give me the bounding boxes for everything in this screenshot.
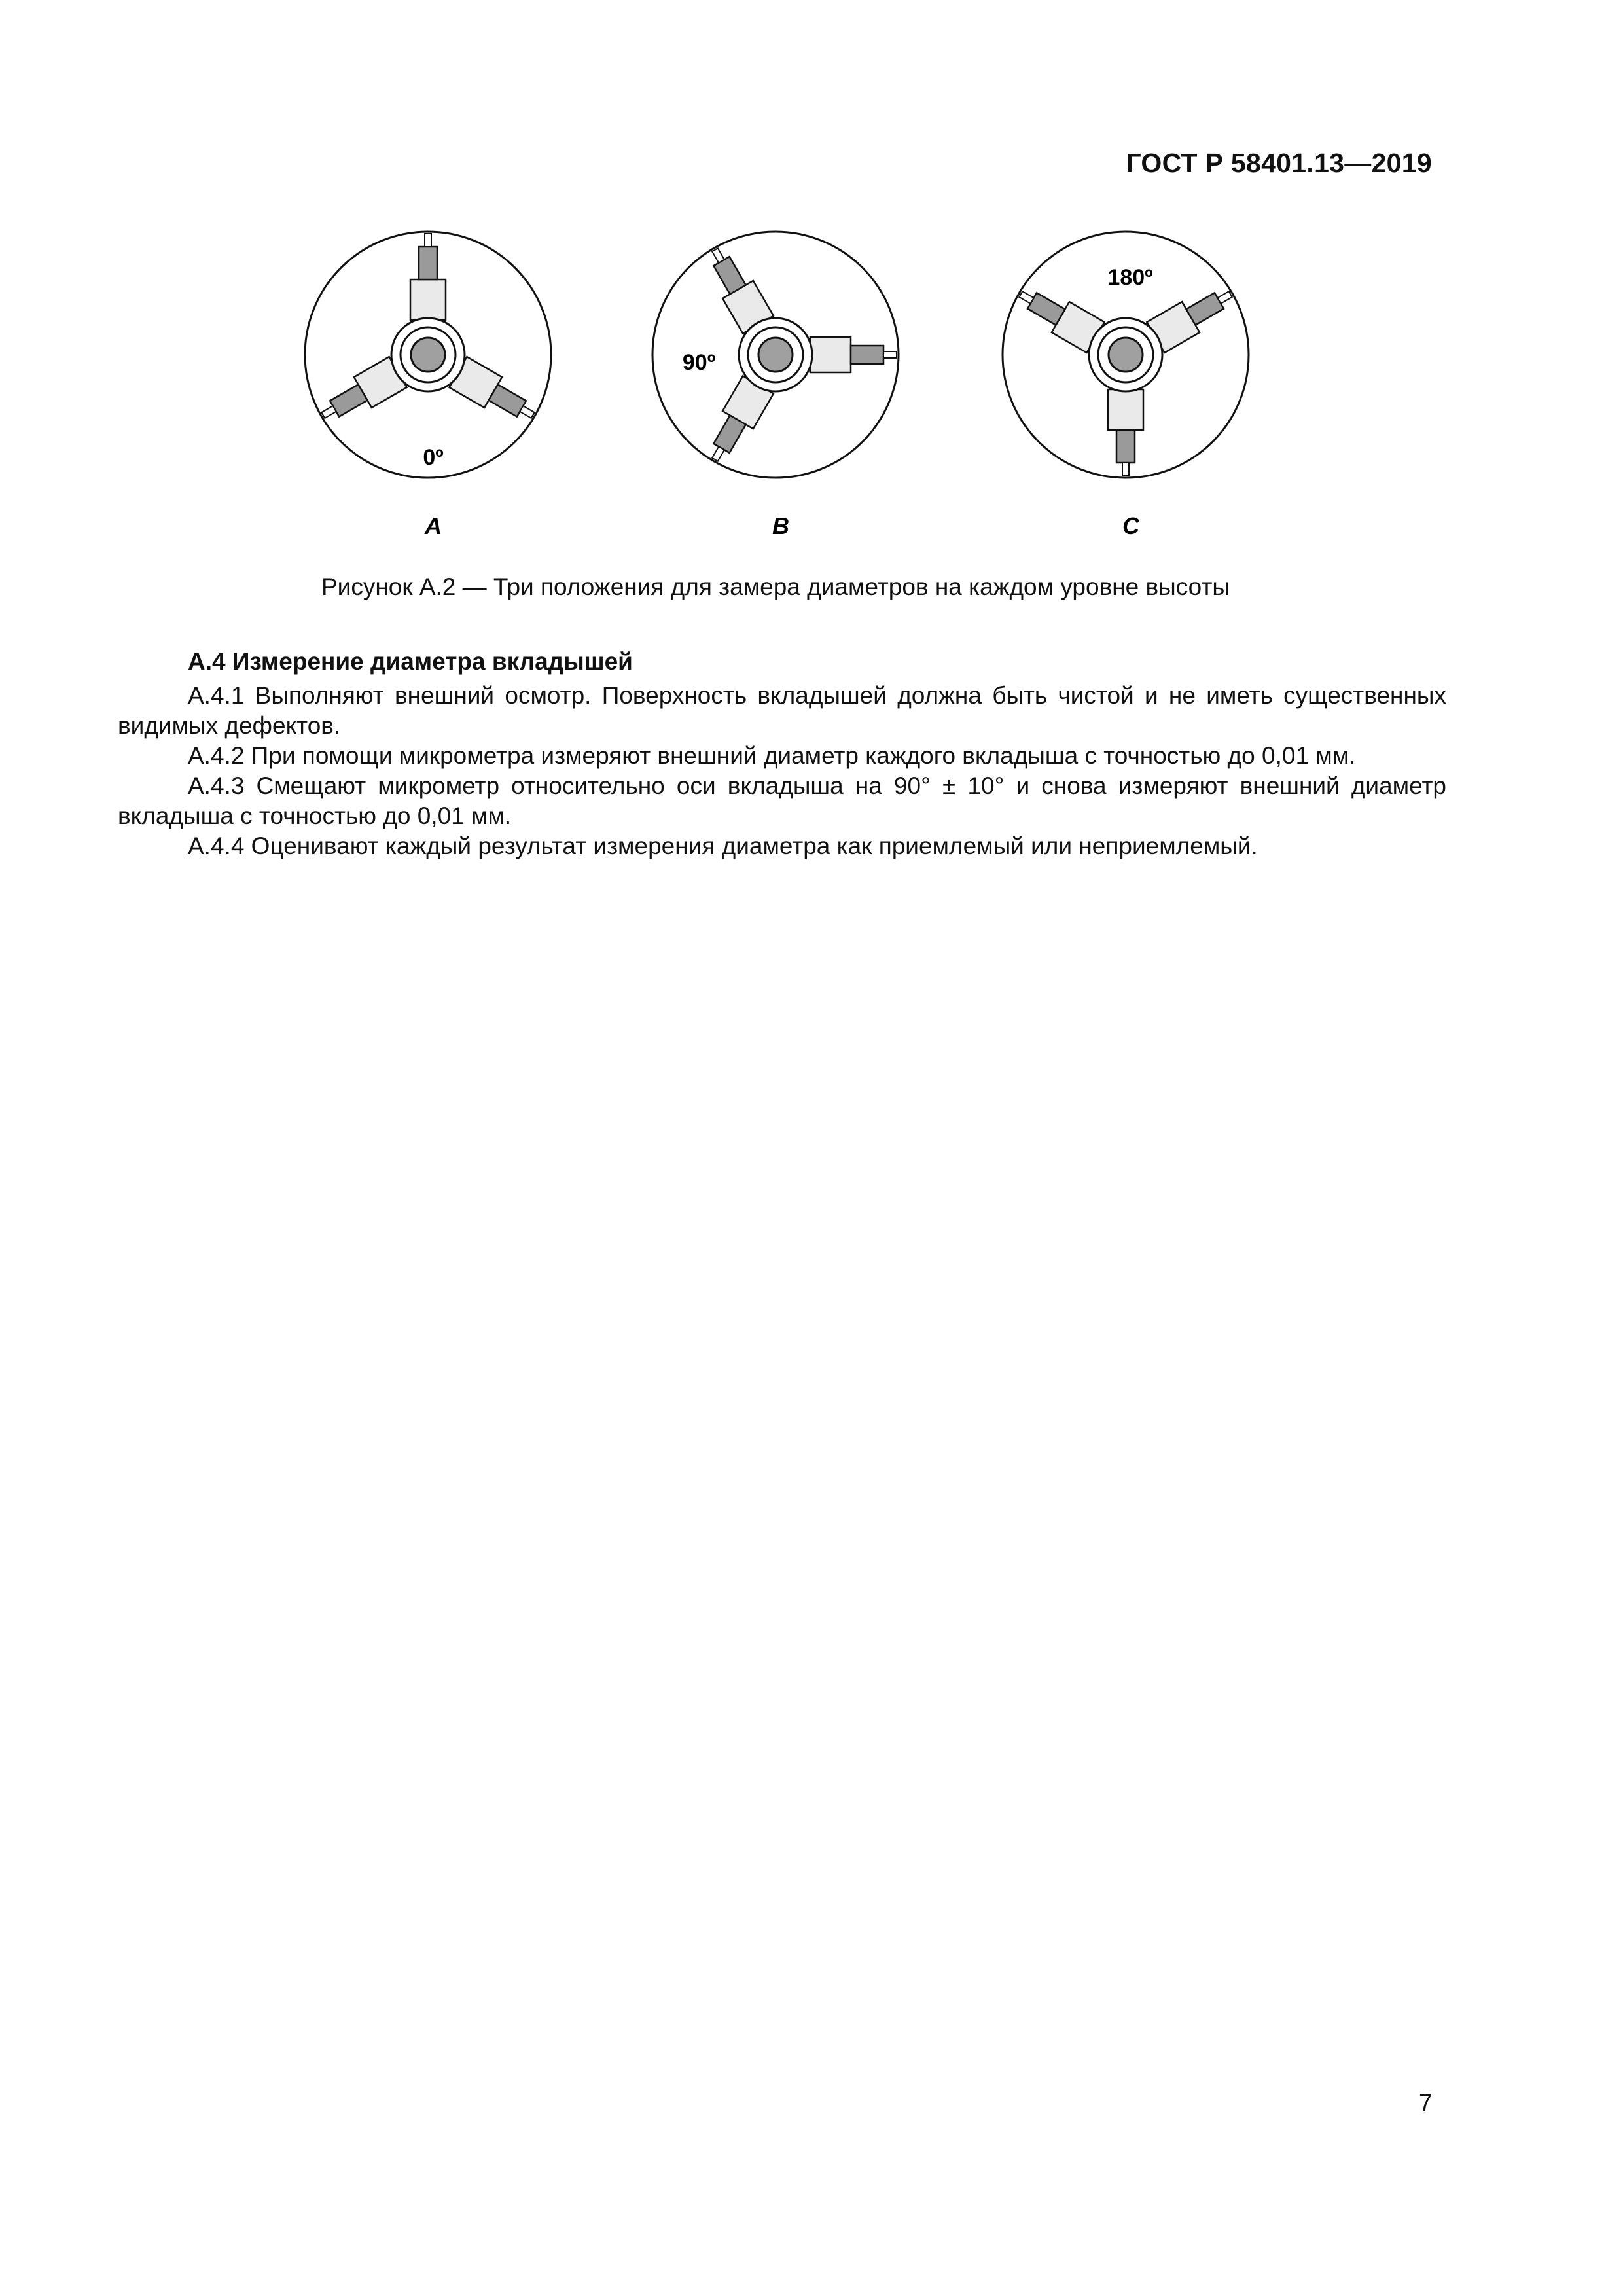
section-title: А.4 Измерение диаметра вкладышей: [188, 648, 633, 675]
angle-label-c: 180º: [1107, 265, 1153, 290]
panel-a-diagram: [305, 232, 551, 478]
angle-label-a: 0º: [423, 445, 444, 470]
figure-caption-text: Рисунок А.2 — Три положения для замера диаметров на каждом уровне высоты: [321, 573, 1230, 600]
paragraph-a41-line1: А.4.1 Выполняют внешний осмотр. Поверхность вкладышей должна быть чистой и не иметь существенных: [188, 682, 1446, 709]
bearing-core: [411, 338, 445, 372]
paragraph-a41: [118, 681, 1446, 741]
probe-tip: [419, 247, 437, 279]
panel-letter-c: C: [1122, 512, 1139, 539]
panel-letter-b: B: [772, 512, 789, 539]
paragraph-a44: А.4.4 Оценивают каждый результат измерения диаметра как приемлемый или неприемлемый.: [188, 833, 1258, 859]
figure-a2: [288, 223, 1270, 550]
paragraph-a43-line2: вкладыша с точностью до 0,01 мм.: [118, 802, 512, 829]
bearing-core: [1109, 338, 1143, 372]
probe-contact: [425, 234, 431, 247]
arm-body: [810, 337, 851, 372]
paragraph-a43-line1: А.4.3 Смещают микрометр относительно оси вкладыша на 90° ± 10° и снова измеряют внешний диаметр: [188, 772, 1446, 799]
arm-body: [1108, 389, 1143, 430]
paragraph-a41-line2: видимых дефектов.: [118, 712, 341, 739]
probe-tip: [851, 346, 883, 364]
angle-label-b: 90º: [682, 350, 716, 375]
arm-body: [410, 279, 446, 320]
probe-contact: [1122, 463, 1129, 476]
paragraph-a42: А.4.2 При помощи микрометра измеряют внешний диаметр каждого вкладыша с точностью до 0,01 мм.: [188, 742, 1356, 769]
paragraph-a43: [118, 771, 1446, 831]
figure-caption: [0, 573, 1623, 601]
probe-contact: [883, 351, 897, 358]
probe-tip: [1116, 430, 1135, 463]
figure-a2-drawing: [288, 223, 1270, 550]
document-header: ГОСТ Р 58401.13—2019: [1126, 148, 1432, 178]
panel-letter-a: A: [425, 512, 442, 539]
bearing-core: [758, 338, 793, 372]
page-number: 7: [1419, 2089, 1433, 2116]
